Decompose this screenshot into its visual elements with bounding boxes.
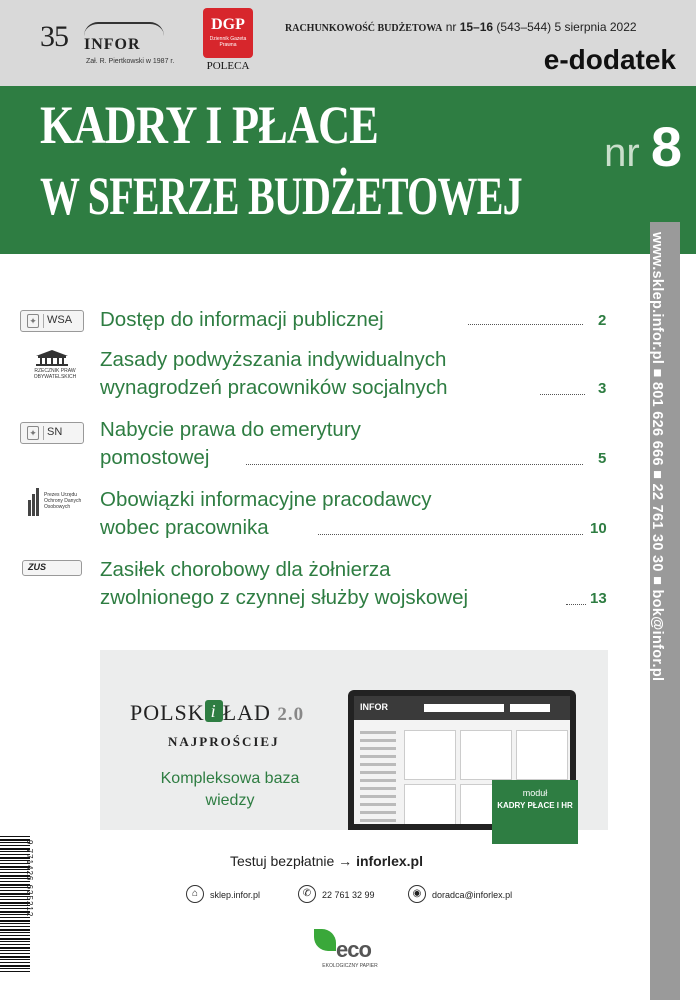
brand-part-b: ŁAD [222, 700, 271, 725]
polski-lad-logo [130, 700, 304, 726]
building-icon [32, 350, 72, 366]
infor-logo [40, 18, 180, 68]
issue-badge [604, 114, 682, 179]
screen-search [424, 704, 504, 712]
toc-page: 13 [590, 590, 607, 607]
badge-separator [43, 314, 44, 328]
toc-leader [540, 394, 585, 395]
issue-prefix: nr [445, 20, 457, 34]
toc-leader [566, 604, 586, 605]
phone-number[interactable]: 22 761 32 99 [322, 890, 375, 900]
mouse-icon: ◉ [408, 885, 426, 903]
screen-card [460, 730, 512, 780]
supplement-label: e-dodatek [543, 44, 676, 75]
screen-search-2 [510, 704, 550, 712]
toc-page: 2 [598, 312, 607, 329]
badge-caption: RZECZNIK PRAW OBYWATELSKICH [33, 368, 77, 380]
side-contact-text: www.sklep.infor.pl ■ 801 626 666 ■ 22 761 30 30 ■ bok@infor.pl [649, 232, 665, 682]
leaf-icon [314, 929, 336, 951]
dgp-recommends: POLECA [206, 60, 250, 72]
brand-part-a: POLSK [130, 700, 205, 725]
dgp-name: Dziennik Gazeta Prawna [209, 36, 247, 48]
dgp-logo [203, 8, 257, 72]
dgp-short: DGP [211, 16, 245, 33]
phone-icon: ✆ [298, 885, 316, 903]
issue-date: 5 sierpnia 2022 [554, 20, 637, 34]
zus-box [22, 560, 82, 576]
toc-leader [318, 534, 583, 535]
uodo-badge [20, 486, 84, 508]
masthead-title-line1: KADRY I PŁACE [40, 95, 378, 155]
toc-title-line2: pomostowej [100, 446, 210, 469]
email-link[interactable]: doradca@inforlex.pl [432, 890, 513, 900]
screen-card [404, 784, 456, 824]
nr-label: nr [604, 131, 640, 175]
brand-version: 2.0 [277, 704, 305, 725]
issue-info [285, 20, 637, 34]
eco-word: eco [336, 937, 371, 962]
toc-title: Obowiązki informacyjne pracodawcy [100, 488, 432, 511]
zus-logo: ZUS [28, 562, 46, 572]
trial-text: Testuj bezpłatnie → [230, 853, 353, 869]
toc-page: 10 [590, 520, 607, 537]
infor-years: 35 [40, 20, 68, 53]
trial-cta[interactable] [230, 853, 423, 869]
toc-title-line2: wynagrodzeń pracowników socjalnych [100, 376, 448, 399]
zus-badge [20, 556, 84, 578]
brand-i: i [205, 700, 223, 722]
infor-since: Zał. R. Piertkowski w 1987 r. [86, 58, 175, 65]
screen-logo: INFOR [360, 702, 388, 712]
shop-link[interactable]: sklep.infor.pl [210, 890, 261, 900]
eagle-icon: ✦ [27, 314, 39, 328]
ad-tagline: NAJPROŚCIEJ [168, 734, 280, 749]
module-badge [492, 780, 578, 844]
trial-link[interactable]: inforlex.pl [356, 853, 423, 869]
toc-title-line2: zwolnionego z czynnej służby wojskowej [100, 586, 469, 609]
ad-subline: Kompleksowa baza wiedzy [160, 770, 300, 809]
sn-badge [20, 422, 84, 444]
screen-card [516, 730, 568, 780]
eagle-icon: ✦ [27, 426, 39, 440]
toc-title: Dostęp do informacji publicznej [100, 308, 384, 331]
module-name: KADRY PŁACE I HR [497, 801, 573, 810]
nr-value: 8 [650, 115, 682, 178]
module-label: moduł [522, 788, 548, 798]
issue-number: 15–16 [459, 20, 494, 34]
publication-name: RACHUNKOWOŚĆ BUDŻETOWA [285, 23, 443, 34]
toc-title: Zasiłek chorobowy dla żołnierza [100, 558, 391, 581]
badge-separator [43, 426, 44, 440]
issue-total: (543–544) [496, 20, 552, 34]
toc-leader [468, 324, 583, 325]
badge-label: WSA [47, 314, 73, 326]
screen-sidebar [358, 726, 398, 824]
eco-caption: EKOLOGICZNY PAPIER [322, 963, 378, 969]
toc-title: Nabycie prawa do emerytury [100, 418, 361, 441]
rpo-badge [20, 350, 84, 380]
badge-caption: Prezes Urzędu Ochrony Danych Osobowych [44, 492, 82, 510]
eco-logo [298, 925, 398, 980]
screen-card [404, 730, 456, 780]
infor-wing-icon [84, 22, 164, 36]
cart-icon: ⌂ [186, 885, 204, 903]
infor-brand: INFOR [84, 36, 141, 53]
toc-leader [246, 464, 583, 465]
masthead-title-line2: W SFERZE BUDŻETOWEJ [40, 166, 522, 226]
wsa-badge [20, 310, 84, 332]
toc-page: 3 [598, 380, 607, 397]
toc-title-line2: wobec pracownika [100, 516, 269, 539]
toc-page: 5 [598, 450, 607, 467]
toc-title: Zasady podwyższania indywidualnych [100, 348, 447, 371]
barcode-number: 9 771426 625212 [25, 840, 34, 918]
badge-label: SN [47, 426, 63, 438]
